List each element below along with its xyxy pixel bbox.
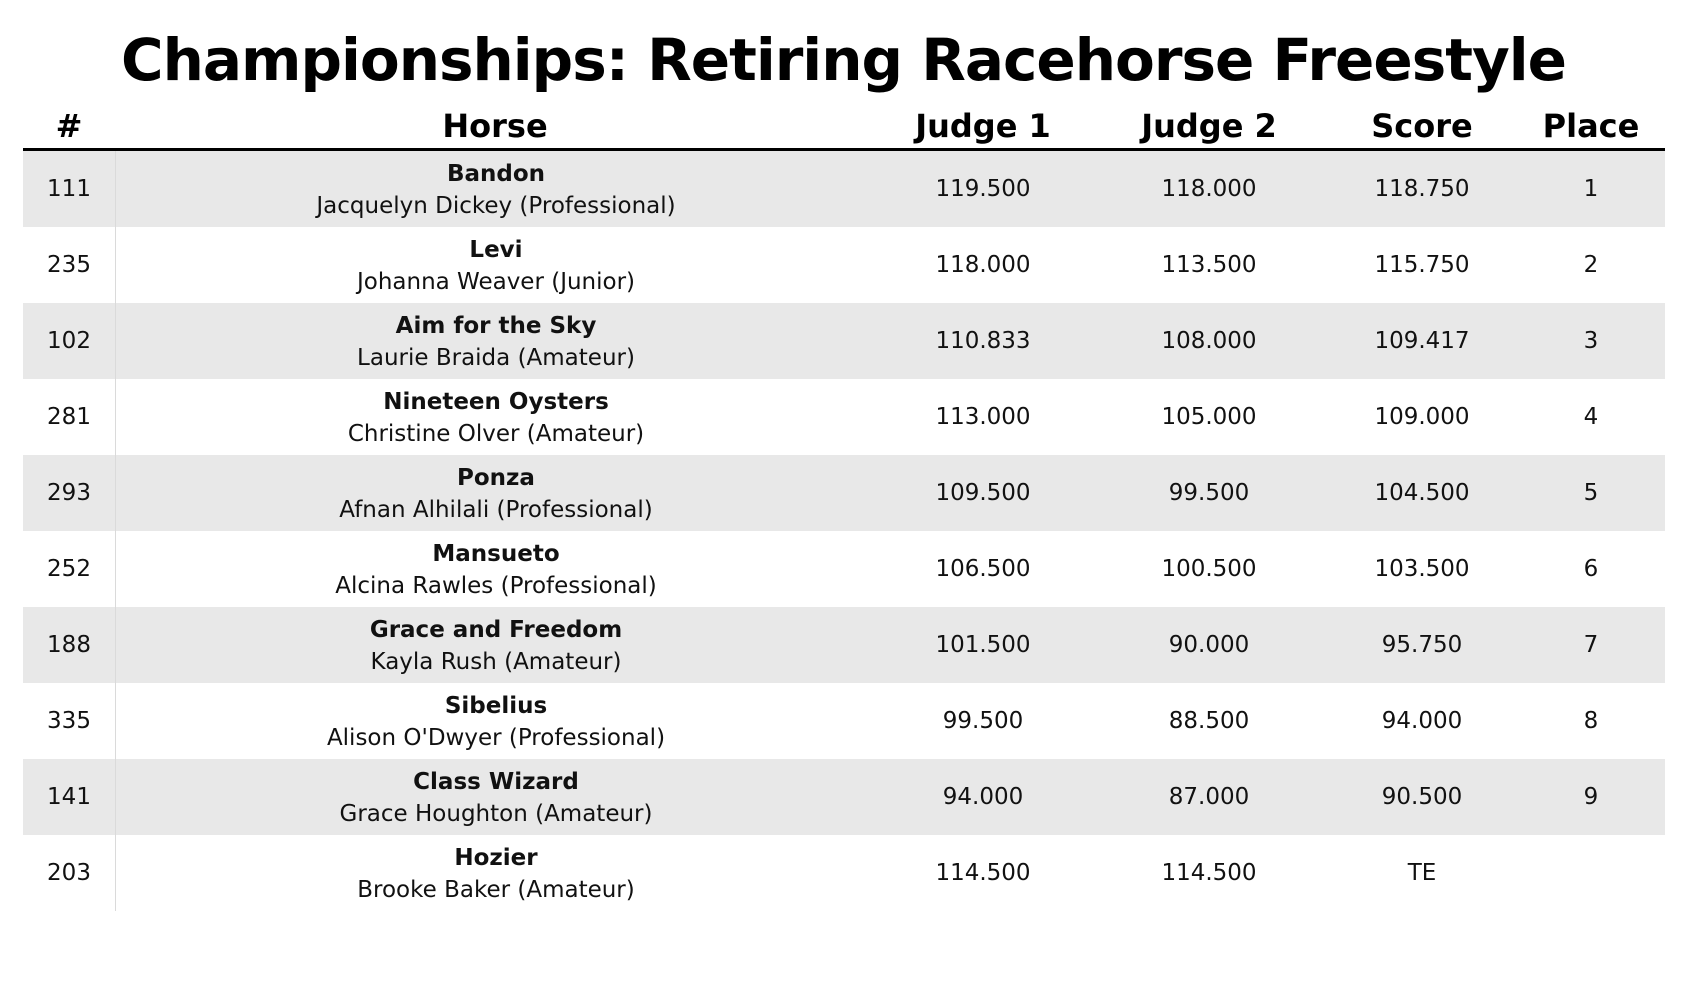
table-row (23, 303, 1665, 379)
horse-cell (115, 227, 876, 303)
judge-2-score: 99.500 (1168, 480, 1250, 506)
rider-name: Afnan Alhilali (Professional) (339, 497, 653, 523)
rider-name: Johanna Weaver (Junior) (356, 269, 636, 295)
judge-2-score: 118.000 (1161, 176, 1257, 202)
judge-1-score: 99.500 (942, 708, 1024, 734)
table-body (23, 151, 1665, 911)
final-score: 104.500 (1374, 480, 1470, 506)
rider-name: Christine Olver (Amateur) (347, 421, 645, 447)
final-score: 115.750 (1374, 252, 1470, 278)
judge-2-score: 108.000 (1161, 328, 1257, 354)
horse-name: Bandon (446, 161, 546, 187)
placing: 8 (1583, 708, 1599, 734)
horse-cell (115, 531, 876, 607)
rider-name: Brooke Baker (Amateur) (357, 877, 635, 903)
rider-name: Laurie Braida (Amateur) (357, 345, 635, 371)
competitor-number: 335 (47, 708, 91, 734)
judge-2-score: 88.500 (1168, 708, 1250, 734)
horse-cell (115, 151, 876, 227)
final-score: 90.500 (1381, 784, 1463, 810)
horse-name: Grace and Freedom (369, 617, 623, 643)
final-score: TE (1407, 860, 1437, 886)
competitor-number: 235 (47, 252, 91, 278)
placing: 2 (1583, 252, 1599, 278)
judge-1-score: 106.500 (935, 556, 1031, 582)
column-header-judge-2: Judge 2 (1141, 107, 1277, 145)
competitor-number: 111 (47, 176, 91, 202)
placing: 9 (1583, 784, 1599, 810)
judge-1-score: 109.500 (935, 480, 1031, 506)
final-score: 103.500 (1374, 556, 1470, 582)
horse-name: Levi (469, 237, 523, 263)
table-row (23, 835, 1665, 911)
final-score: 118.750 (1374, 176, 1470, 202)
placing (1517, 835, 1665, 911)
final-score: 109.417 (1374, 328, 1470, 354)
horse-cell (115, 759, 876, 835)
competitor-number: 203 (47, 860, 91, 886)
judge-1-score: 114.500 (935, 860, 1031, 886)
judge-2-score: 87.000 (1168, 784, 1250, 810)
horse-cell (115, 607, 876, 683)
judge-2-score: 105.000 (1161, 404, 1257, 430)
placing: 5 (1583, 480, 1599, 506)
judge-1-score: 101.500 (935, 632, 1031, 658)
horse-cell (115, 835, 876, 911)
column-header-place: Place (1542, 107, 1640, 145)
judge-1-score: 94.000 (942, 784, 1024, 810)
final-score: 95.750 (1381, 632, 1463, 658)
horse-name: Nineteen Oysters (383, 389, 609, 415)
placing: 3 (1583, 328, 1599, 354)
rider-name: Jacquelyn Dickey (Professional) (316, 193, 676, 219)
competitor-number: 188 (47, 632, 91, 658)
rider-name: Alison O'Dwyer (Professional) (326, 725, 666, 751)
horse-name: Sibelius (444, 693, 548, 719)
judge-2-score: 114.500 (1161, 860, 1257, 886)
table-row (23, 683, 1665, 759)
table-row (23, 607, 1665, 683)
horse-cell (115, 455, 876, 531)
competitor-number: 141 (47, 784, 91, 810)
horse-name: Ponza (457, 465, 535, 491)
judge-2-score: 100.500 (1161, 556, 1257, 582)
final-score: 109.000 (1374, 404, 1470, 430)
page-title: Championships: Retiring Racehorse Freestyle (121, 26, 1566, 94)
judge-1-score: 113.000 (935, 404, 1031, 430)
horse-name: Class Wizard (413, 769, 579, 795)
horse-cell (115, 303, 876, 379)
placing: 1 (1583, 176, 1599, 202)
judge-2-score: 113.500 (1161, 252, 1257, 278)
column-header-number: # (55, 107, 83, 145)
judge-1-score: 118.000 (935, 252, 1031, 278)
results-table (23, 100, 1665, 911)
column-header-judge-1: Judge 1 (915, 107, 1051, 145)
table-row (23, 759, 1665, 835)
table-row (23, 379, 1665, 455)
rider-name: Alcina Rawles (Professional) (335, 573, 657, 599)
placing: 6 (1583, 556, 1599, 582)
column-header-score: Score (1371, 107, 1473, 145)
judge-1-score: 119.500 (935, 176, 1031, 202)
competitor-number: 252 (47, 556, 91, 582)
column-header-horse: Horse (442, 107, 548, 145)
horse-cell (115, 379, 876, 455)
rider-name: Kayla Rush (Amateur) (370, 649, 622, 675)
table-row (23, 455, 1665, 531)
table-row (23, 227, 1665, 303)
horse-name: Mansueto (432, 541, 560, 567)
horse-name: Hozier (454, 845, 538, 871)
rider-name: Grace Houghton (Amateur) (339, 801, 653, 827)
table-row (23, 531, 1665, 607)
judge-2-score: 90.000 (1168, 632, 1250, 658)
horse-name: Aim for the Sky (395, 313, 597, 339)
placing: 7 (1583, 632, 1599, 658)
table-header (23, 100, 1665, 151)
final-score: 94.000 (1381, 708, 1463, 734)
competitor-number: 293 (47, 480, 91, 506)
table-row (23, 151, 1665, 227)
placing: 4 (1583, 404, 1599, 430)
horse-cell (115, 683, 876, 759)
competitor-number: 281 (47, 404, 91, 430)
judge-1-score: 110.833 (935, 328, 1031, 354)
competitor-number: 102 (47, 328, 91, 354)
